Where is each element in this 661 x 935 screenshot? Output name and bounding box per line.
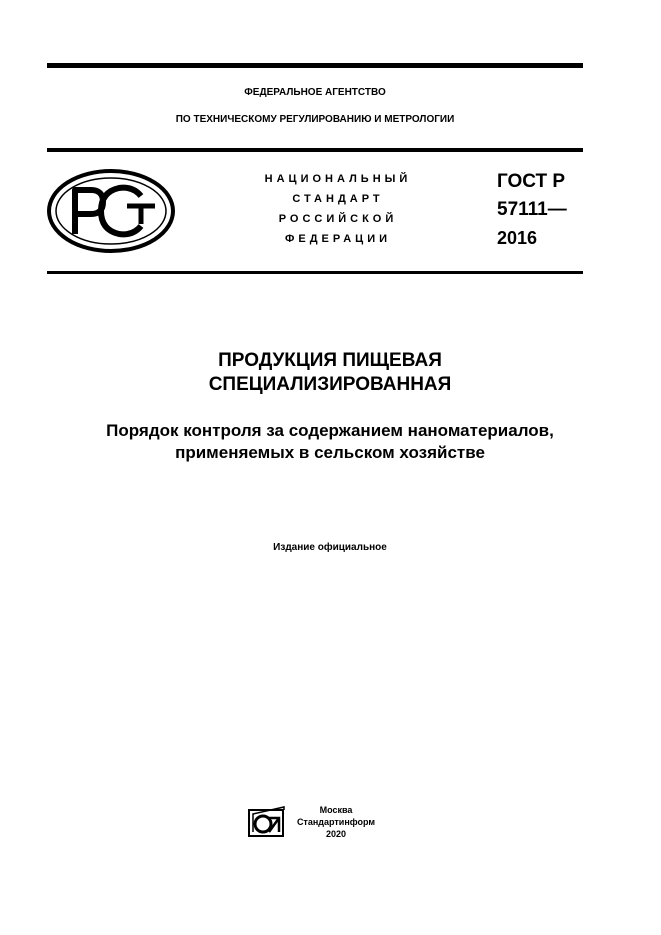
standartinform-logo-icon xyxy=(248,806,288,838)
top-rule xyxy=(47,63,583,68)
bottom-rule xyxy=(47,271,583,274)
publication-year: 2020 xyxy=(325,829,347,839)
national-line-3: РОССИЙСКОЙ xyxy=(278,213,398,225)
rst-mark-icon xyxy=(45,168,177,254)
national-line-2: СТАНДАРТ xyxy=(292,193,384,205)
publisher-name: Стандартинформ xyxy=(296,817,376,827)
national-line-4: ФЕДЕРАЦИИ xyxy=(284,233,392,245)
edition-note: Издание официальное xyxy=(273,542,387,553)
document-title-line-1: ПРОДУКЦИЯ ПИЩЕВАЯ xyxy=(218,350,442,371)
middle-rule xyxy=(47,148,583,152)
gost-label: ГОСТ Р xyxy=(497,171,566,192)
document-title-line-2: СПЕЦИАЛИЗИРОВАННАЯ xyxy=(208,374,452,395)
document-subtitle-line-1: Порядок контроля за содержанием наноматериалов, xyxy=(106,421,554,440)
agency-line-2: ПО ТЕХНИЧЕСКОМУ РЕГУЛИРОВАНИЮ И МЕТРОЛОГИИ xyxy=(175,114,455,125)
agency-line-1: ФЕДЕРАЛЬНОЕ АГЕНТСТВО xyxy=(244,87,386,98)
gost-number: 57111— xyxy=(497,199,567,220)
gost-year: 2016 xyxy=(497,228,538,248)
publisher-city: Москва xyxy=(319,805,353,815)
document-subtitle-line-2: применяемых в сельском хозяйстве xyxy=(175,443,485,462)
national-line-1: НАЦИОНАЛЬНЫЙ xyxy=(264,173,412,185)
